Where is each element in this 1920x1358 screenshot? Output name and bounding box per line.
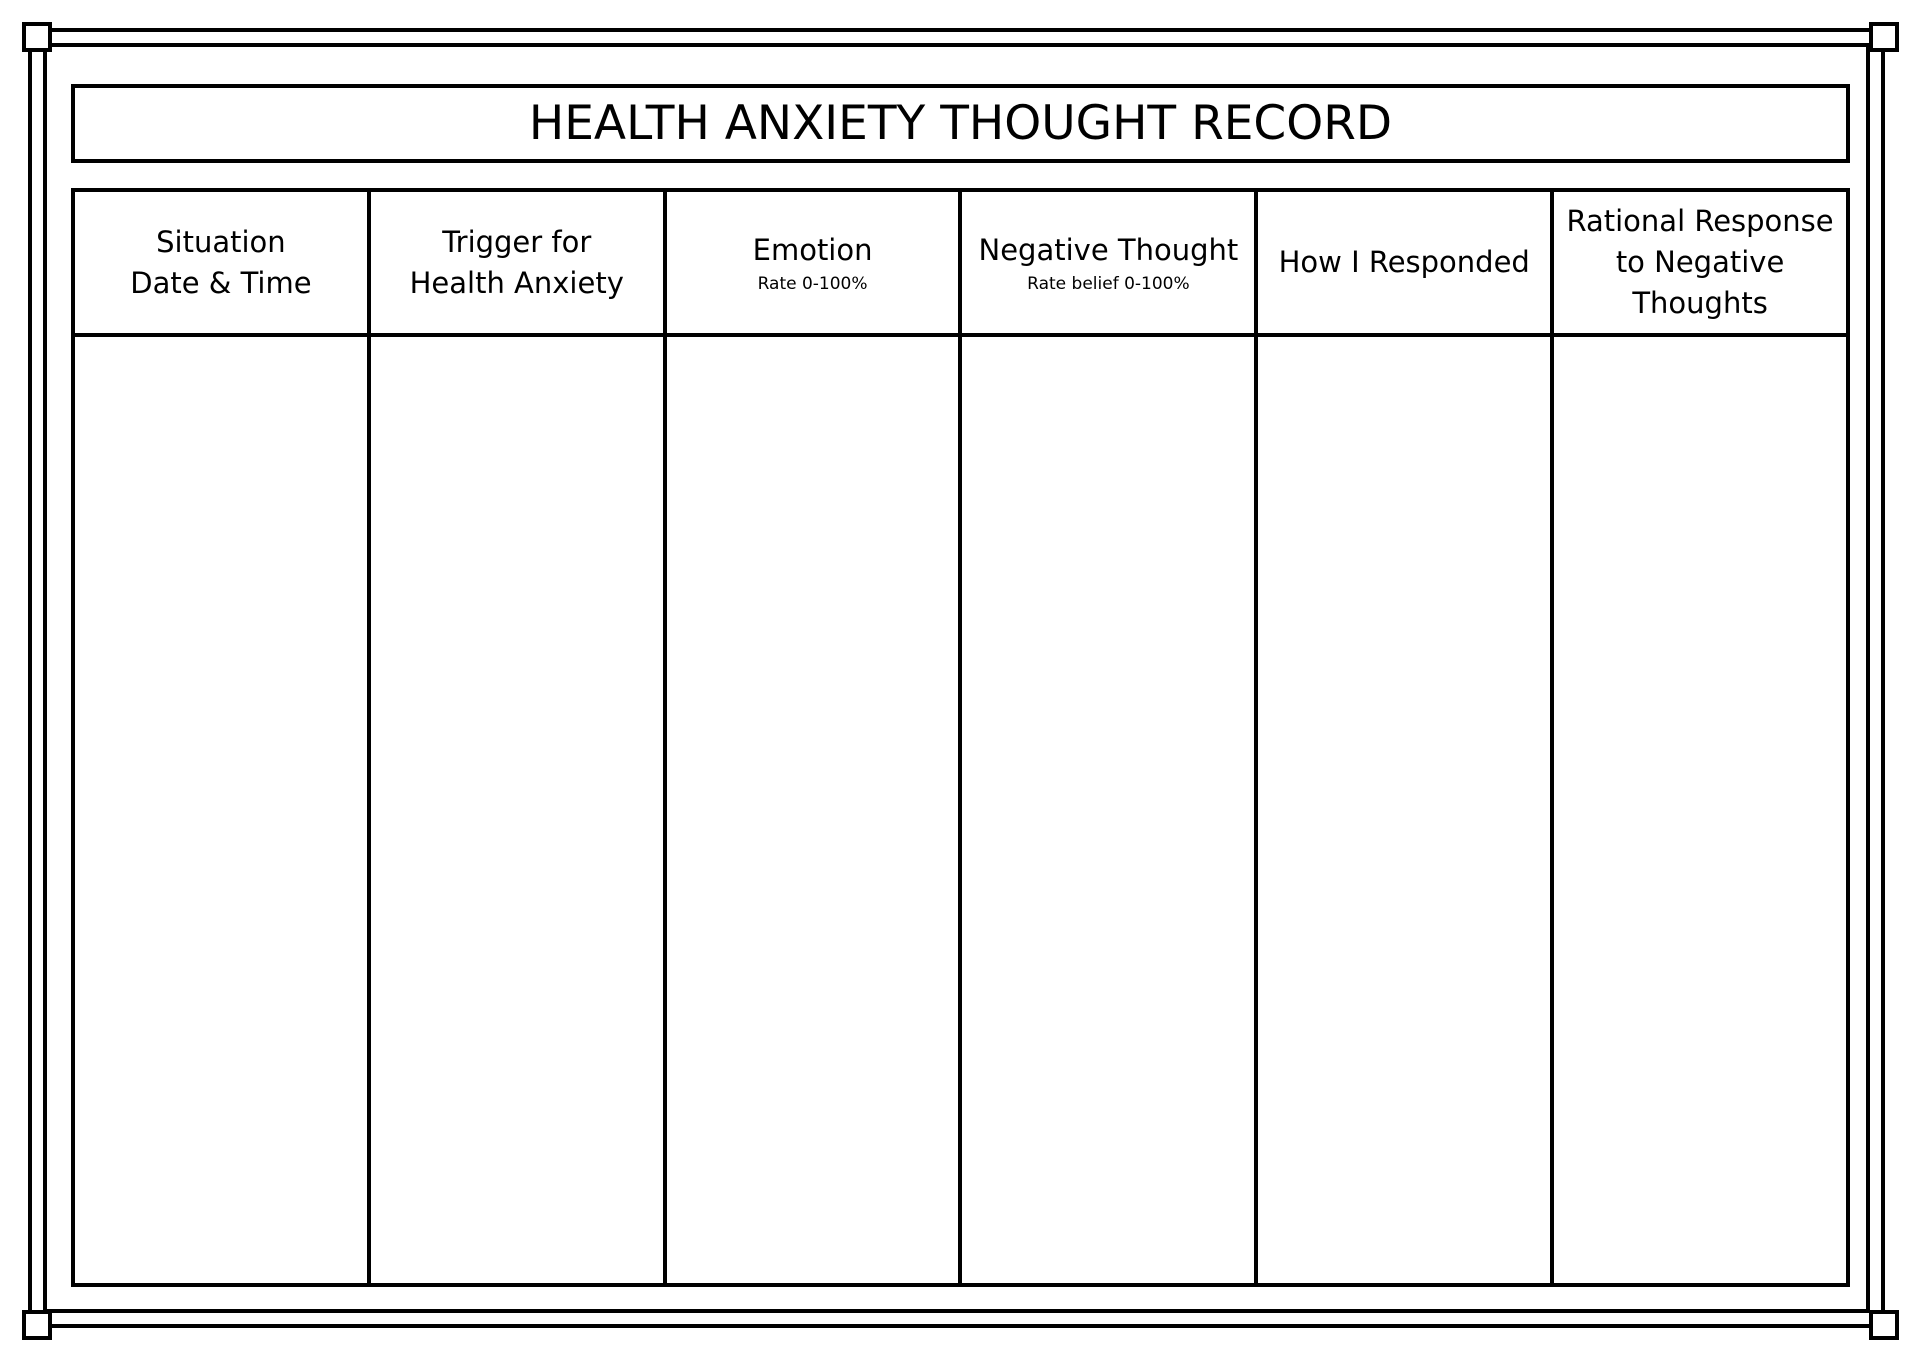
entry-cell-trigger[interactable] <box>371 337 667 1283</box>
header-negative-thought-sublabel: Rate belief 0-100% <box>1027 274 1190 294</box>
header-emotion-sublabel: Rate 0-100% <box>757 274 868 294</box>
table-entry-row <box>75 337 1846 1283</box>
entry-cell-emotion[interactable] <box>667 337 963 1283</box>
corner-square-bottom-left <box>22 1310 52 1340</box>
header-trigger-label: Trigger for Health Anxiety <box>409 224 624 300</box>
header-emotion-label: Emotion <box>752 233 873 267</box>
corner-square-bottom-right <box>1869 1310 1899 1340</box>
header-how-i-responded <box>1258 192 1554 333</box>
header-negative-thought <box>962 192 1258 333</box>
thought-record-table <box>71 188 1850 1287</box>
entry-cell-negative-thought[interactable] <box>962 337 1258 1283</box>
header-negative-thought-label: Negative Thought <box>978 233 1239 267</box>
entry-cell-situation[interactable] <box>75 337 371 1283</box>
entry-cell-how-i-responded[interactable] <box>1258 337 1554 1283</box>
corner-square-top-right <box>1869 22 1899 52</box>
entry-cell-rational-response[interactable] <box>1554 337 1846 1283</box>
header-how-i-responded-label: How I Responded <box>1278 245 1530 279</box>
header-trigger <box>371 192 667 333</box>
table-header-row <box>75 192 1846 337</box>
header-rational-response-label: Rational Response to Negative Thoughts <box>1566 204 1834 320</box>
header-situation-label: Situation Date & Time <box>130 224 312 300</box>
header-situation <box>75 192 371 333</box>
corner-square-top-left <box>22 22 52 52</box>
title-box <box>71 84 1850 163</box>
page-title: HEALTH ANXIETY THOUGHT RECORD <box>528 96 1393 151</box>
header-emotion <box>667 192 963 333</box>
header-rational-response <box>1554 192 1846 333</box>
